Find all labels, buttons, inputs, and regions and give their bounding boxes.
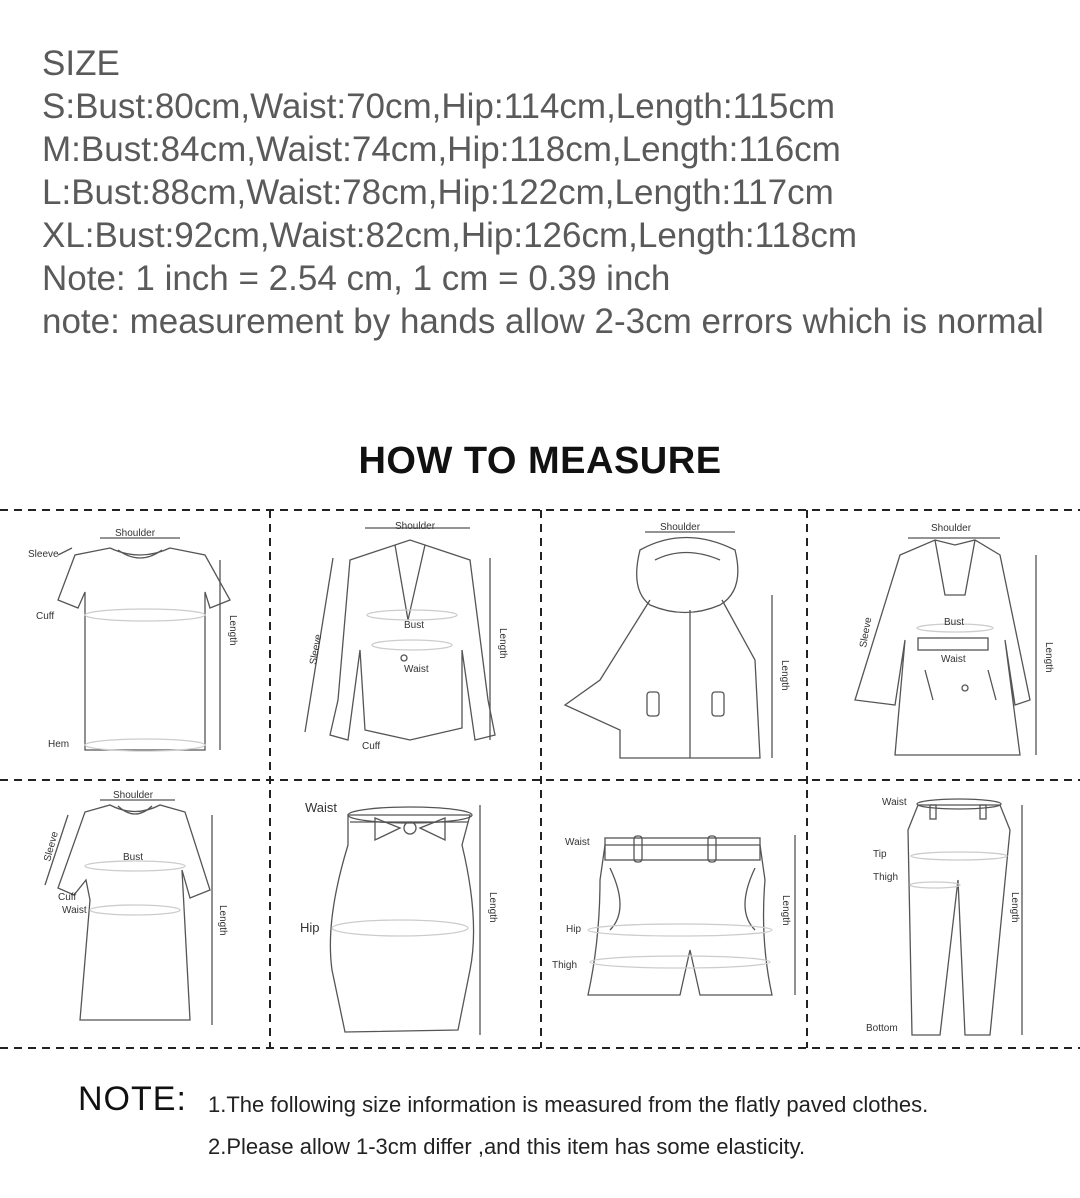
label-hip: Hip [300, 920, 320, 935]
label-thigh: Thigh [873, 872, 899, 883]
label-cuff: Cuff [362, 741, 381, 752]
measurement-diagram [0, 500, 1080, 1060]
label-shoulder: Shoulder [660, 522, 701, 533]
label-sleeve: Sleeve [28, 549, 59, 560]
label-bust: Bust [944, 617, 965, 628]
label-waist: Waist [565, 837, 590, 848]
label-waist: Waist [404, 664, 429, 675]
size-row-l: L:Bust:88cm,Waist:78cm,Hip:122cm,Length:117cm [42, 173, 834, 212]
trousers-figure [908, 799, 1022, 1035]
label-waist: Waist [882, 797, 907, 808]
note-line-2: 2.Please allow 1-3cm differ ,and this item has some elasticity. [208, 1134, 806, 1159]
label-shoulder: Shoulder [931, 523, 972, 534]
label-bust: Bust [404, 620, 425, 631]
label-length: Length [1009, 892, 1020, 923]
blazer-figure [305, 528, 495, 740]
note-label: NOTE: [78, 1080, 187, 1118]
label-length: Length [487, 892, 498, 923]
conversion-note: Note: 1 inch = 2.54 cm, 1 cm = 0.39 inch [42, 259, 671, 298]
label-waist: Waist [941, 654, 966, 665]
measurement-diagram-svg [0, 500, 1080, 1060]
cape-figure [565, 532, 772, 758]
label-tip: Tip [873, 849, 887, 860]
label-hip: Hip [566, 924, 582, 935]
label-sleeve: Sleeve [308, 633, 325, 666]
label-length: Length [217, 905, 228, 936]
label-waist: Waist [305, 800, 338, 815]
label-bust: Bust [123, 852, 144, 863]
size-row-m: M:Bust:84cm,Waist:74cm,Hip:118cm,Length:116cm [42, 130, 841, 169]
size-info [42, 42, 1052, 343]
label-length: Length [497, 628, 508, 659]
label-cuff: Cuff [58, 892, 77, 903]
label-shoulder: Shoulder [395, 521, 436, 532]
label-shoulder: Shoulder [115, 528, 156, 539]
size-row-xl: XL:Bust:92cm,Waist:82cm,Hip:126cm,Length:118cm [42, 216, 858, 255]
label-thigh: Thigh [552, 960, 578, 971]
grid-dashes [0, 510, 1080, 1048]
label-sleeve: Sleeve [858, 616, 875, 649]
label-sleeve: Sleeve [42, 830, 61, 863]
label-length: Length [780, 895, 791, 926]
label-hem: Hem [48, 739, 70, 750]
shorts-figure [588, 835, 795, 995]
label-length: Length [779, 660, 790, 691]
note-line-1: 1.The following size information is measured from the flatly paved clothes. [208, 1092, 929, 1117]
label-length: Length [227, 615, 238, 646]
how-to-measure-title: HOW TO MEASURE [358, 440, 722, 482]
label-bottom: Bottom [866, 1023, 898, 1034]
coat-figure [855, 538, 1036, 755]
label-waist: Waist [62, 905, 87, 916]
size-row-s: S:Bust:80cm,Waist:70cm,Hip:114cm,Length:115cm [42, 87, 836, 126]
size-heading: SIZE [42, 44, 120, 83]
tshirt-figure [58, 538, 230, 751]
label-shoulder: Shoulder [113, 790, 154, 801]
label-length: Length [1043, 642, 1054, 673]
error-note: note: measurement by hands allow 2-3cm errors which is normal [42, 302, 1044, 341]
label-cuff: Cuff [36, 611, 55, 622]
skirt-figure [330, 805, 480, 1035]
